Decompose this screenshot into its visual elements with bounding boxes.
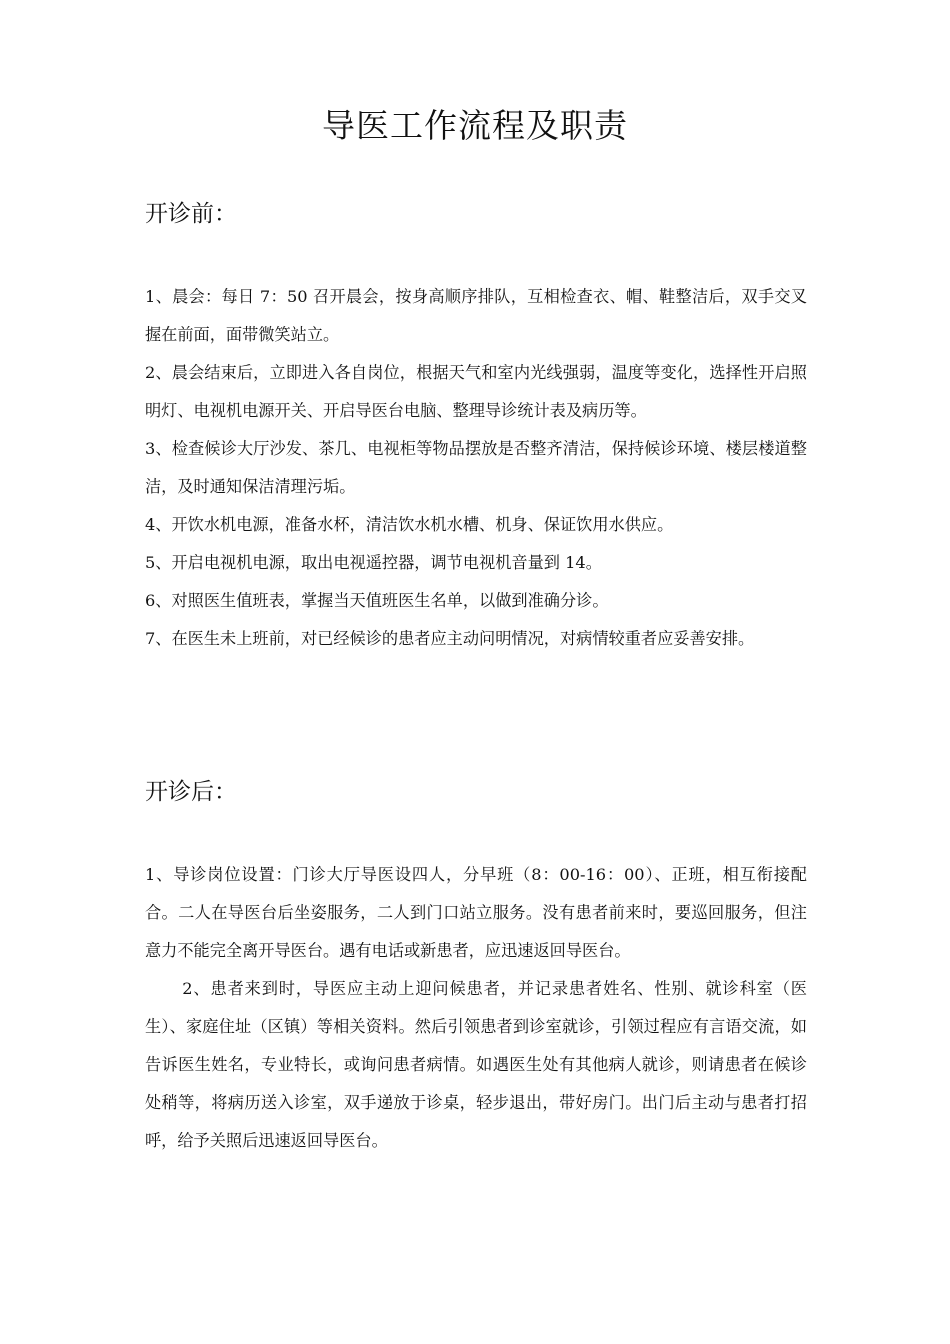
section-heading-before-opening: 开诊前： <box>145 201 237 227</box>
paragraph: 1、导诊岗位设置：门诊大厅导医设四人，分早班（8：00-16：00）、正班，相互衔接配合。二人在导医台后坐姿服务，二人到门口站立服务。没有患者前来时，要巡回服务，但注意力不能完全离开导医台。遇有电话或新患者，应迅速返回导医台。 <box>145 865 807 960</box>
section-heading-after-opening: 开诊后： <box>145 779 237 805</box>
document-title: 导医工作流程及职责 <box>322 106 628 145</box>
section-body-after-opening <box>145 856 807 1160</box>
section-body-before-opening <box>145 278 807 658</box>
paragraph: 6、对照医生值班表，掌握当天值班医生名单，以做到准确分诊。 <box>145 591 609 610</box>
paragraph: 4、开饮水机电源，准备水杯，清洁饮水机水槽、机身、保证饮用水供应。 <box>145 515 674 534</box>
paragraph: 2、晨会结束后，立即进入各自岗位，根据天气和室内光线强弱，温度等变化，选择性开启照明灯、电视机电源开关、开启导医台电脑、整理导诊统计表及病历等。 <box>145 363 807 420</box>
paragraph: 7、在医生未上班前，对已经候诊的患者应主动问明情况，对病情较重者应妥善安排。 <box>145 629 755 648</box>
paragraph: 5、开启电视机电源，取出电视遥控器，调节电视机音量到 14。 <box>145 553 602 572</box>
paragraph: 1、晨会：每日 7：50 召开晨会，按身高顺序排队，互相检查衣、帽、鞋整洁后，双手交叉握在前面，面带微笑站立。 <box>145 287 807 344</box>
paragraph: 3、检查候诊大厅沙发、茶几、电视柜等物品摆放是否整齐清洁，保持候诊环境、楼层楼道整洁，及时通知保洁清理污垢。 <box>145 439 807 496</box>
paragraph: 2、患者来到时，导医应主动上迎问候患者，并记录患者姓名、性别、就诊科室（医生）、家庭住址（区镇）等相关资料。然后引领患者到诊室就诊，引领过程应有言语交流，如告诉医生姓名，专业特长，或询问患者病情。如遇医生处有其他病人就诊，则请患者在候诊处稍等，将病历送入诊室，双手递放于诊桌，轻步退出，带好房门。出门后主动与患者打招呼，给予关照后迅速返回导医台。 <box>145 979 807 1150</box>
